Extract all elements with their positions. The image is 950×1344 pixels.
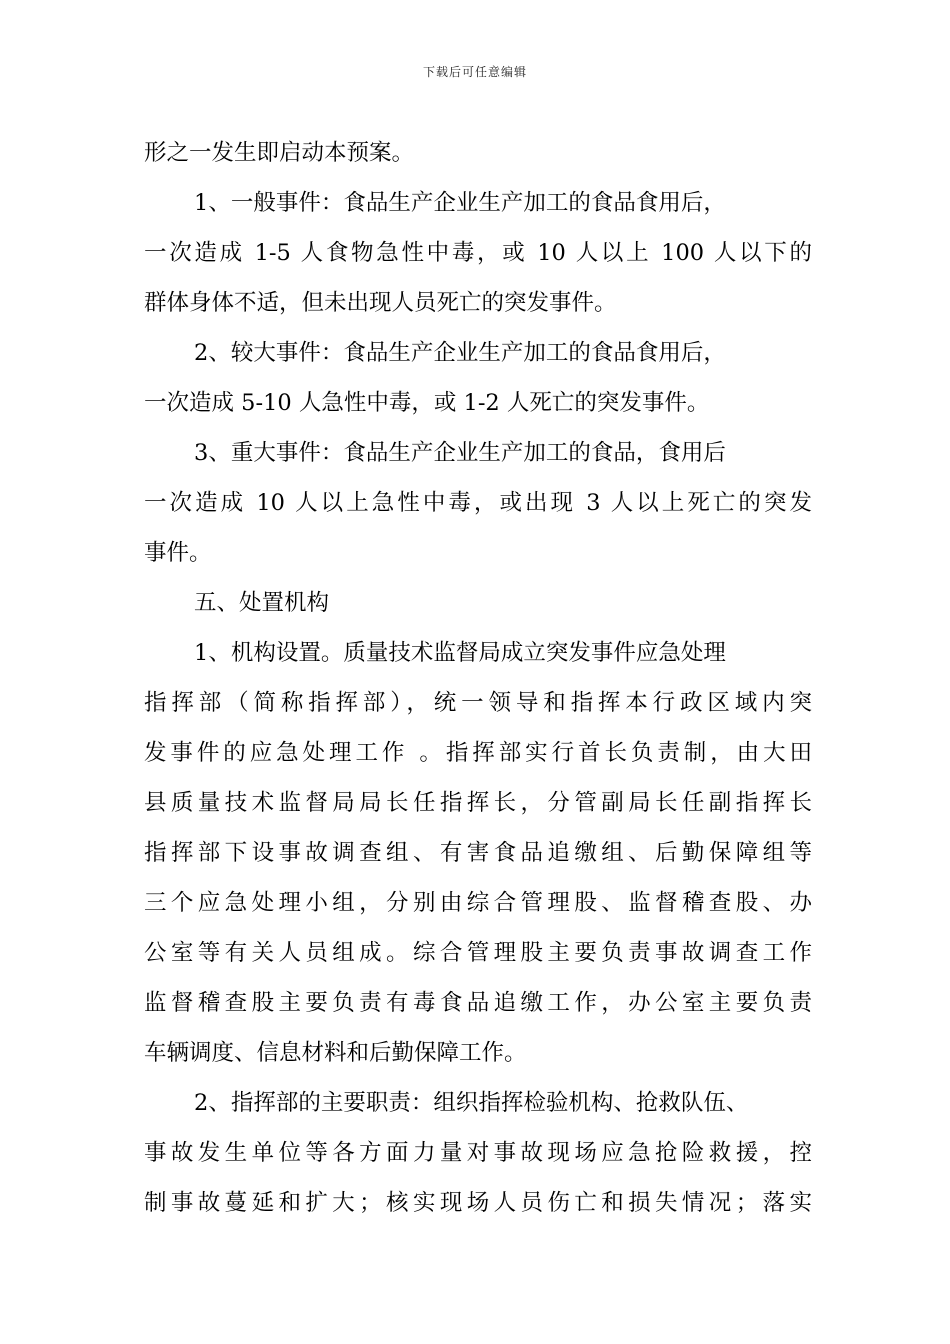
text-line: 三个应急处理小组，分别由综合管理股、监督稽查股、办 bbox=[144, 890, 812, 916]
text-line: 监督稽查股主要负责有毒食品追缴工作，办公室主要负责 bbox=[144, 990, 812, 1016]
text-line: 1、机构设置。质量技术监督局成立突发事件应急处理 bbox=[194, 640, 726, 666]
text-line: 3、重大事件：食品生产企业生产加工的食品，食用后 bbox=[194, 440, 726, 466]
text-line: 公室等有关人员组成。综合管理股主要负责事故调查工作 bbox=[144, 940, 812, 966]
text-line: 五、处置机构 bbox=[194, 590, 330, 616]
text-line: 事件。 bbox=[144, 540, 212, 566]
text-line: 2、指挥部的主要职责：组织指挥检验机构、抢救队伍、 bbox=[194, 1090, 749, 1116]
document-body bbox=[144, 128, 812, 1228]
text-line: 1、一般事件：食品生产企业生产加工的食品食用后， bbox=[194, 190, 726, 216]
text-line: 一次造成 1-5 人食物急性中毒，或 10 人以上 100 人以下的 bbox=[144, 240, 812, 266]
page-header: 下载后可任意编辑 bbox=[422, 65, 527, 79]
text-line: 制事故蔓延和扩大；核实现场人员伤亡和损失情况；落实 bbox=[144, 1190, 812, 1216]
text-line: 一次造成 5-10 人急性中毒，或 1-2 人死亡的突发事件。 bbox=[144, 390, 710, 416]
text-line: 车辆调度、信息材料和后勤保障工作。 bbox=[144, 1040, 527, 1066]
text-line: 县质量技术监督局局长任指挥长，分管副局长任副指挥长 bbox=[144, 790, 812, 816]
text-line: 群体身体不适，但未出现人员死亡的突发事件。 bbox=[144, 290, 617, 316]
text-line: 指挥部（简称指挥部），统一领导和指挥本行政区域内突 bbox=[144, 690, 812, 716]
text-line: 事故发生单位等各方面力量对事故现场应急抢险救援，控 bbox=[144, 1140, 812, 1166]
text-line: 2、较大事件：食品生产企业生产加工的食品食用后， bbox=[194, 340, 726, 366]
text-line: 发事件的应急处理工作 。指挥部实行首长负责制，由大田 bbox=[144, 740, 812, 766]
text-line: 指挥部下设事故调查组、有害食品追缴组、后勤保障组等 bbox=[144, 840, 812, 866]
text-line: 形之一发生即启动本预案。 bbox=[144, 140, 415, 166]
text-line: 一次造成 10 人以上急性中毒，或出现 3 人以上死亡的突发 bbox=[144, 490, 812, 516]
